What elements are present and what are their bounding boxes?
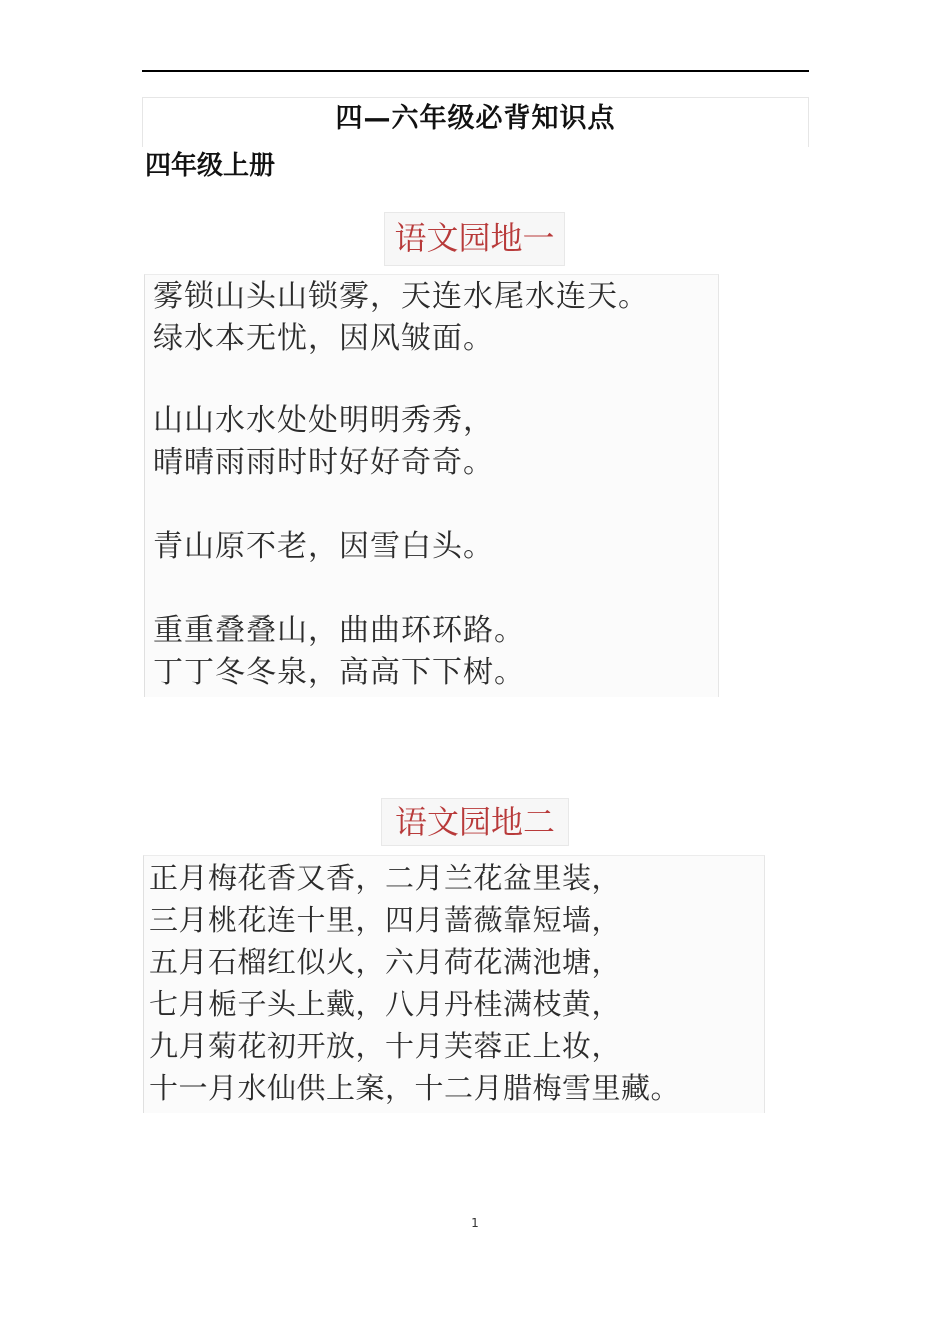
poem-image-2 [143,855,765,1113]
poem-line: 五月石榴红似火，六月荷花满池塘， [149,945,622,979]
poem-line: 山山水水处处明明秀秀， [153,403,494,438]
poem-line: 正月梅花香又香，二月兰花盆里装， [149,861,622,895]
poem-line: 十一月水仙供上案，十二月腊梅雪里藏。 [149,1071,681,1105]
header-rule [142,70,809,72]
poem-line: 九月菊花初开放，十月芙蓉正上妆， [149,1029,622,1063]
poem-line: 重重叠叠山，曲曲环环路。 [153,613,525,648]
page-number: 1 [471,1216,479,1230]
poem-line: 三月桃花连十里，四月蔷薇靠短墙， [149,903,622,937]
title-box [142,97,809,147]
document-title: 四—六年级必背知识点 [335,103,616,134]
poem-line: 七月栀子头上戴，八月丹桂满枝黄， [149,987,622,1021]
poem-image-1 [144,274,719,697]
poem-line: 绿水本无忧，因风皱面。 [153,321,494,356]
poem-line: 丁丁冬冬泉，高高下下树。 [153,655,525,690]
block-label-2: 语文园地二 [381,798,569,846]
poem-line: 晴晴雨雨时时好好奇奇。 [153,445,494,480]
block-label-1: 语文园地一 [384,212,565,266]
poem-line: 青山原不老，因雪白头。 [153,529,494,564]
poem-line: 雾锁山头山锁雾，天连水尾水连天。 [153,279,649,314]
section-heading: 四年级上册 [145,151,276,181]
